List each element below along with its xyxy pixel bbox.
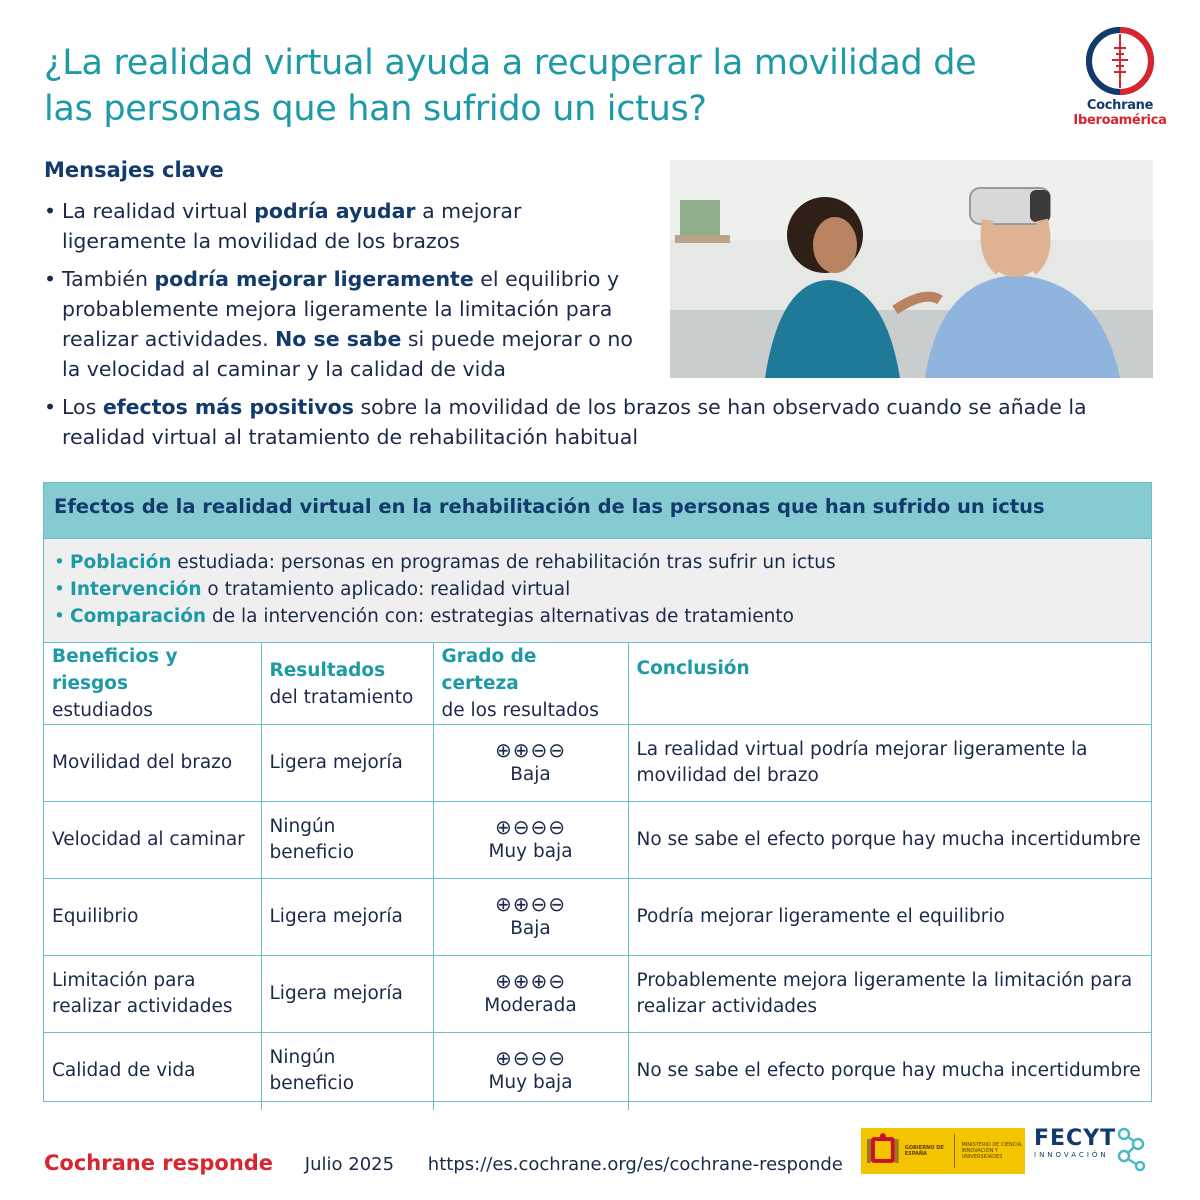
fecyt-molecule-icon (1114, 1126, 1154, 1176)
certainty-symbols: ⊕⊖⊖⊖ (494, 1046, 567, 1071)
footer (44, 1151, 843, 1175)
fecyt-logo-name: FECYT (1034, 1126, 1117, 1151)
outcome-cell: Equilibrio (44, 879, 261, 956)
study-info (44, 539, 1151, 643)
fecyt-logo-sub: INNOVACIÓN (1034, 1151, 1109, 1159)
certainty-symbols: ⊕⊕⊖⊖ (494, 892, 567, 916)
certainty-cell (433, 879, 628, 956)
key-messages-heading: Mensajes clave (44, 158, 224, 182)
conclusion-cell: Podría mejorar ligeramente el equilibrio (628, 879, 1151, 956)
certainty-grade: Muy baja (488, 1072, 573, 1094)
result-cell: Ningún beneficio (261, 802, 433, 879)
conclusion-cell: No se sabe el efecto porque hay mucha incertidumbre (628, 802, 1151, 879)
gov-logo-text: GOBIERNO DE ESPAÑA (904, 1145, 944, 1157)
footer-brand: Cochrane responde (44, 1151, 274, 1175)
certainty-symbols: ⊕⊕⊕⊖ (494, 969, 567, 993)
certainty-grade: Baja (510, 764, 551, 785)
cochrane-logo-icon (1085, 26, 1155, 96)
conclusion-cell: La realidad virtual podría mejorar ligeramente la movilidad del brazo (628, 725, 1151, 802)
gov-logo-divider (954, 1134, 955, 1168)
vr-photo-illustration (670, 160, 1153, 378)
intervention-item: • Intervención o tratamiento aplicado: realidad virtual (54, 576, 1141, 603)
certainty-grade: Baja (510, 918, 551, 939)
table-row (44, 956, 1151, 1033)
certainty-cell (433, 956, 628, 1033)
effects-summary-box (43, 482, 1152, 1102)
cochrane-logo[interactable] (1072, 26, 1168, 136)
ministry-logo-text: MINISTERIO DE CIENCIA, INNOVACIÓN Y UNIVERSIDADES (961, 1142, 1023, 1160)
result-cell: Ningún beneficio (261, 1033, 433, 1110)
outcome-cell: Movilidad del brazo (44, 725, 261, 802)
certainty-grade: Muy baja (488, 841, 573, 862)
outcome-cell: Calidad de vida (44, 1033, 261, 1110)
fecyt-logo (1034, 1126, 1154, 1176)
footer-url-link[interactable]: https://es.cochrane.org/es/cochrane-responde (427, 1154, 843, 1175)
outcome-cell: Velocidad al caminar (44, 802, 261, 879)
column-header: Beneficios y riesgos estudiados (44, 643, 261, 725)
conclusion-cell: Probablemente mejora ligeramente la limitación para realizar actividades (628, 956, 1151, 1033)
table-row (44, 725, 1151, 802)
column-header: Grado de certeza de los resultados (433, 643, 628, 725)
certainty-symbols: ⊕⊖⊖⊖ (494, 815, 567, 839)
page-title: ¿La realidad virtual ayuda a recuperar la movilidad de las personas que han sufrido un ictus? (44, 43, 977, 129)
result-cell: Ligera mejoría (261, 956, 433, 1033)
population-item: • Población estudiada: personas en programas de rehabilitación tras sufrir un ictus (54, 549, 1141, 576)
outcome-cell: Limitación para realizar actividades (44, 956, 261, 1033)
vr-photo (670, 160, 1153, 378)
logo-line1: Cochrane (1086, 98, 1154, 113)
conclusion-cell: No se sabe el efecto porque hay mucha incertidumbre (636, 1060, 1141, 1082)
comparison-item: • Comparación de la intervención con: estrategias alternativas de tratamiento (54, 603, 1141, 630)
effects-box-heading: Efectos de la realidad virtual en la rehabilitación de las personas que han sufrido un ictus (44, 483, 1151, 539)
table-row (44, 879, 1151, 956)
key-message-1: • La realidad virtual podría ayudar a mejorar ligeramente la movilidad de los brazos (44, 196, 644, 256)
table-row (44, 1033, 1151, 1110)
column-header: Conclusión (628, 643, 1151, 725)
key-message-3: • Los efectos más positivos sobre la movilidad de los brazos se han observado cuando se añade la realidad virtual al tratamiento de rehabilitación habitual (44, 392, 1124, 452)
result-cell: Ligera mejoría (261, 879, 433, 956)
certainty-symbols: ⊕⊕⊖⊖ (494, 738, 567, 762)
results-table (44, 643, 1151, 1110)
footer-date: Julio 2025 (304, 1154, 395, 1175)
logo-line2: Iberoamérica (1073, 113, 1167, 128)
table-header-row (44, 643, 1151, 725)
result-cell: Ligera mejoría (261, 725, 433, 802)
certainty-cell (433, 725, 628, 802)
key-message-2: • También podría mejorar ligeramente el equilibrio y probablemente mejora ligeramente la limitación para realizar actividades. No se sabe si puede mejorar o no la velocidad al caminar y la calidad de vida (44, 264, 644, 384)
certainty-grade: Moderada (484, 995, 577, 1016)
table-row (44, 802, 1151, 879)
certainty-cell (433, 1033, 628, 1110)
coat-of-arms-icon (867, 1133, 899, 1169)
government-logo (861, 1128, 1025, 1174)
column-header: Resultados del tratamiento (261, 643, 433, 725)
certainty-cell (433, 802, 628, 879)
